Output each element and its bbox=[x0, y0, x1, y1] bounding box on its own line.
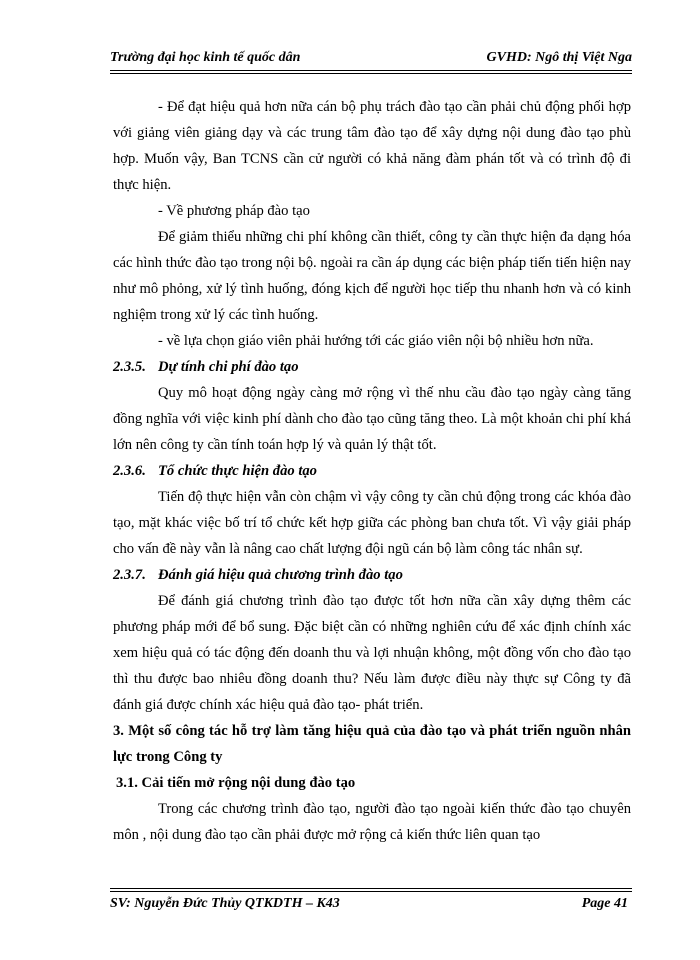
section-heading-2-3-7 bbox=[113, 562, 631, 588]
paragraph-3: Để giảm thiểu những chi phí không cần thiết, công ty cần thực hiện đa dạng hóa các hình thức đào tạo trong nội bộ. ngoài ra cần áp dụng các biện pháp tiến tiến hiện nay như mô phỏng, xử lý tình huống, đóng kịch để người học tiếp thu nhanh hơn và có kinh nghiệm trong xử lý các tình huống. bbox=[113, 229, 631, 323]
section-number: 2.3.6. bbox=[113, 463, 146, 479]
page-content bbox=[113, 94, 631, 848]
section-title: Tổ chức thực hiện đào tạo bbox=[158, 463, 317, 479]
page-header bbox=[110, 48, 632, 70]
page-footer bbox=[110, 896, 632, 918]
page-number: Page 41 bbox=[581, 896, 628, 911]
section-title: Đánh giá hiệu quả chương trình đào tạo bbox=[158, 567, 403, 583]
section-heading-2-3-6 bbox=[113, 458, 631, 484]
paragraph-1: - Để đạt hiệu quả hơn nữa cán bộ phụ trách đào tạo cần phải chủ động phối hợp với giảng viên giảng dạy và các trung tâm đào tạo để xây dựng nội dung đào tạo phù hợp. Muốn vậy, Ban TCNS cần cử người có khả năng đàm phán tốt và có trình độ đi thực hiện. bbox=[113, 99, 631, 193]
section-number: 2.3.7. bbox=[113, 567, 146, 583]
paragraph-7: Để đánh giá chương trình đào tạo được tốt hơn nữa cần xây dựng thêm các phương pháp mới để bổ sung. Đặc biệt cần có những nghiên cứu để xác định chính xác xem hiệu quả có tác động đến doanh thu và lợi nhuận không, một đồng vốn cho đào tạo thì thu được bao nhiêu đồng doanh thu? Nếu làm được điều này thực sự Công ty đã đánh giá được chính xác hiệu quả đào tạo- phát triển. bbox=[113, 593, 631, 713]
section-title: Dự tính chi phí đào tạo bbox=[158, 359, 299, 375]
paragraph-4: - về lựa chọn giáo viên phải hướng tới các giáo viên nội bộ nhiều hơn nữa. bbox=[158, 333, 594, 349]
footer-student: SV: Nguyễn Đức Thủy QTKDTH – K43 bbox=[110, 896, 340, 911]
section-heading-3: 3. Một số công tác hỗ trợ làm tăng hiệu quả của đào tạo và phát triển nguồn nhân lực trong Công ty bbox=[113, 723, 631, 765]
header-advisor: GVHD: Ngô thị Việt Nga bbox=[486, 50, 632, 65]
header-rule bbox=[110, 70, 632, 74]
section-heading-3-1: 3.1. Cải tiến mở rộng nội dung đào tạo bbox=[116, 775, 356, 791]
paragraph-5: Quy mô hoạt động ngày càng mở rộng vì thế nhu cầu đào tạo ngày càng tăng đồng nghĩa với việc kinh phí dành cho đào tạo cũng tăng theo. Là một khoản chi phí khá lớn nên công ty cần tính toán hợp lý và quản lý thật tốt. bbox=[113, 385, 631, 453]
header-school: Trường đại học kinh tế quốc dân bbox=[110, 50, 301, 65]
section-number: 2.3.5. bbox=[113, 359, 146, 375]
paragraph-2: - Về phương pháp đào tạo bbox=[158, 203, 310, 219]
paragraph-8: Trong các chương trình đào tạo, người đào tạo ngoài kiến thức đào tạo chuyên môn , nội dung đào tạo cần phải được mở rộng cả kiến thức liên quan tạo bbox=[113, 801, 631, 843]
section-heading-2-3-5 bbox=[113, 354, 631, 380]
footer-rule bbox=[110, 888, 632, 892]
paragraph-6: Tiến độ thực hiện vẫn còn chậm vì vậy công ty cần chủ động trong các khóa đào tạo, mặt khác việc bố trí tổ chức kết hợp giữa các phòng ban chưa tốt. Vì vậy giải pháp cho vấn đề này vẫn là nâng cao chất lượng đội ngũ cán bộ làm công tác nhân sự. bbox=[113, 489, 631, 557]
